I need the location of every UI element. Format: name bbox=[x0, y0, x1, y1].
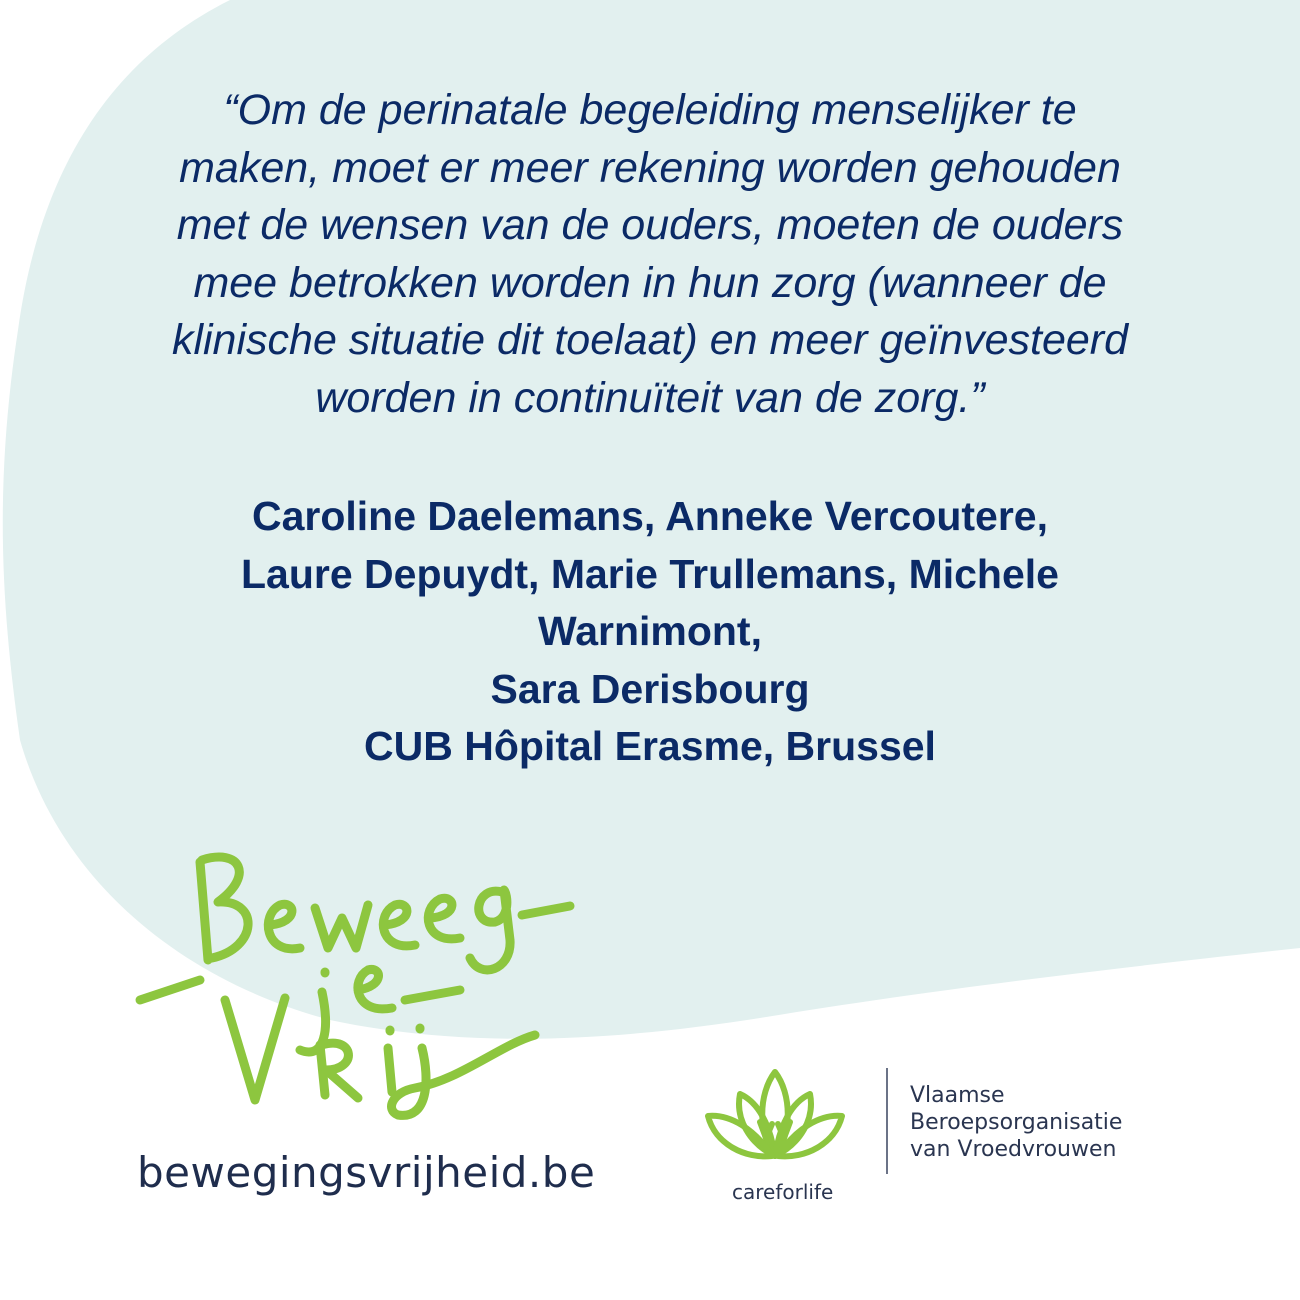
author-line: Sara Derisbourg bbox=[490, 665, 810, 712]
quote-line: maken, moet er meer rekening worden gehouden bbox=[179, 143, 1121, 192]
beweeg-je-vrij-logo bbox=[130, 830, 600, 1130]
org-line: van Vroedvrouwen bbox=[910, 1137, 1117, 1162]
quote-line: mee betrokken worden in hun zorg (wanneer de bbox=[193, 258, 1107, 307]
organization-name bbox=[910, 1082, 1122, 1163]
author-credits bbox=[90, 488, 1210, 776]
logo-word-je bbox=[140, 969, 460, 1051]
quote-line: worden in continuïteit van de zorg.” bbox=[315, 373, 985, 422]
lotus-icon bbox=[700, 1064, 850, 1174]
website-url: bewegingsvrijheid.be bbox=[137, 1148, 596, 1197]
org-line: Vlaamse bbox=[910, 1083, 1005, 1108]
quote-line: met de wensen van de ouders, moeten de ouders bbox=[176, 201, 1124, 249]
author-line: Caroline Daelemans, Anneke Vercoutere, bbox=[251, 493, 1049, 539]
careforlife-brand: careforlife bbox=[732, 1180, 834, 1204]
logo-divider bbox=[886, 1068, 888, 1174]
author-line: Laure Depuydt, Marie Trullemans, Michele bbox=[241, 550, 1059, 597]
author-line: Warnimont, bbox=[538, 608, 762, 654]
logo-word-beweeg bbox=[200, 857, 570, 970]
org-line: Beroepsorganisatie bbox=[910, 1110, 1123, 1135]
quote-line: klinische situatie dit toelaat) en meer geïnvesteerd bbox=[171, 316, 1129, 364]
logo-word-vrij bbox=[225, 998, 535, 1115]
quote-text bbox=[90, 82, 1210, 427]
author-line: CUB Hôpital Erasme, Brussel bbox=[364, 723, 936, 769]
quote-line: “Om de perinatale begeleiding menselijker te bbox=[223, 86, 1077, 134]
